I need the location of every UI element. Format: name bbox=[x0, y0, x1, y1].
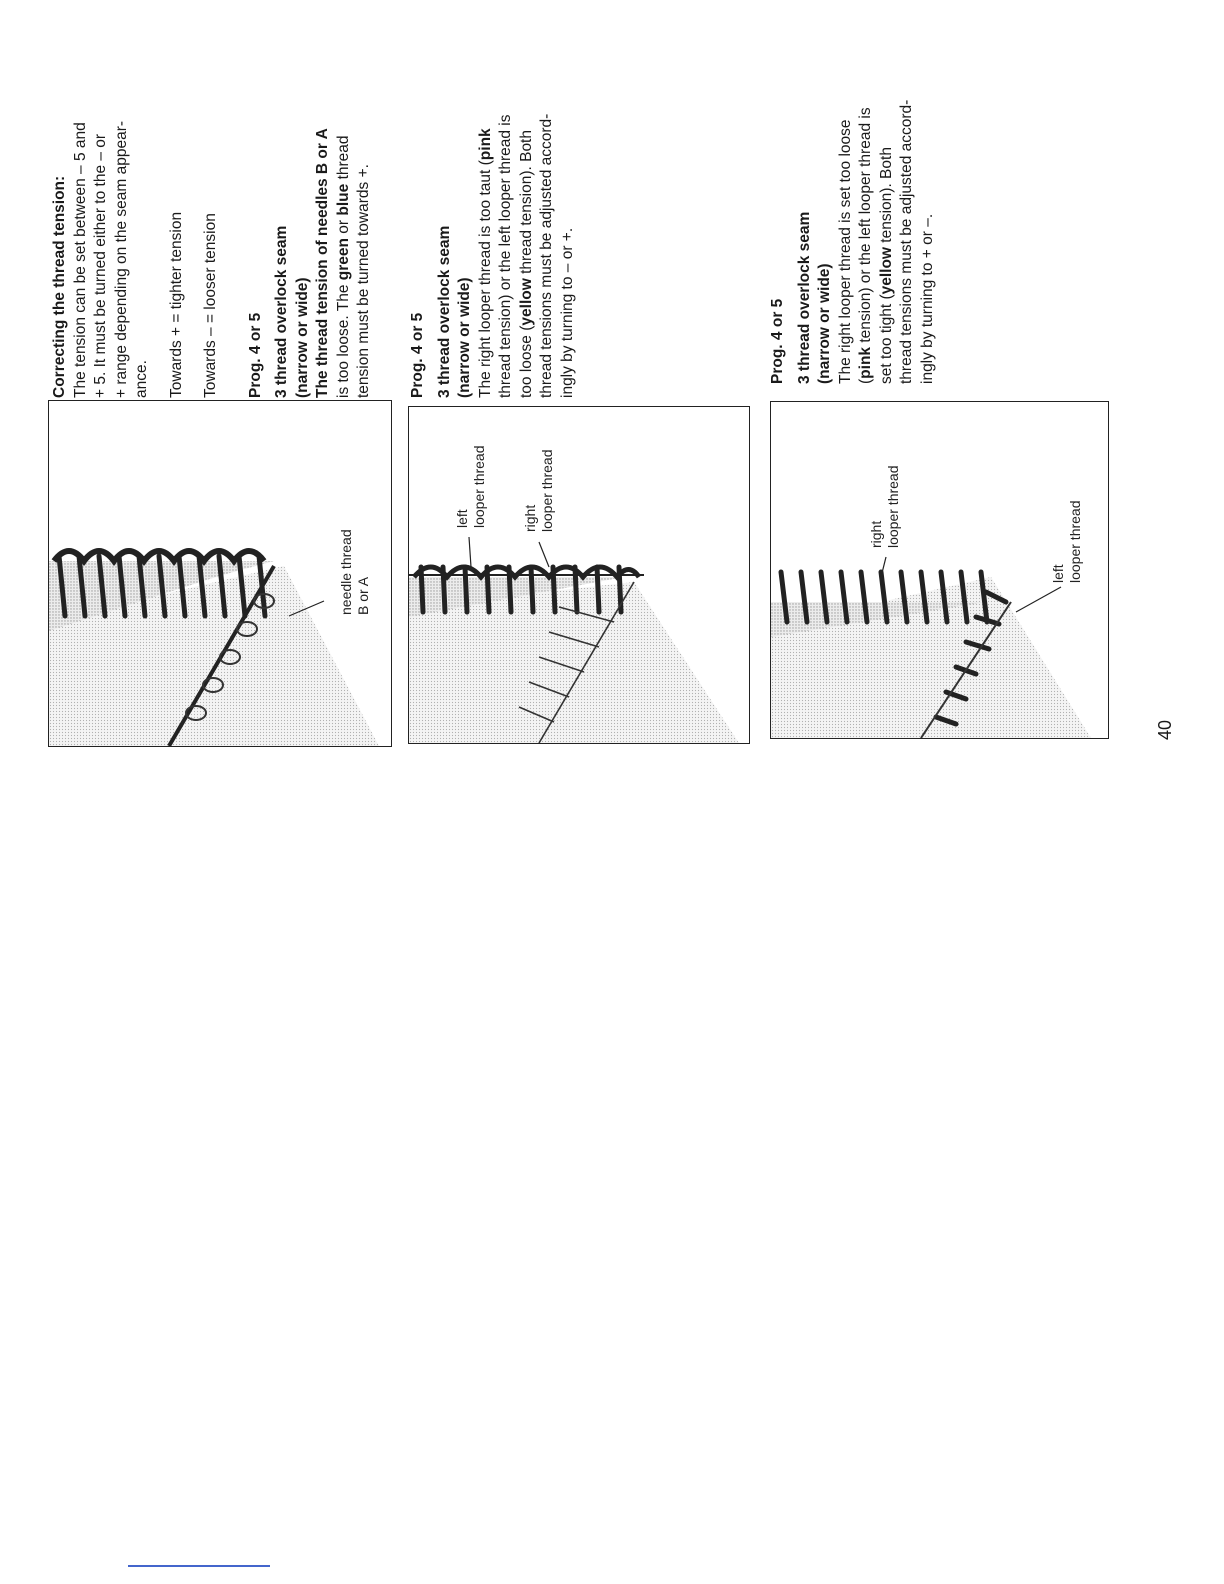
problem-2-line4: thread tensions must be adjusted accord- bbox=[538, 113, 555, 398]
tension-heading: Correcting the thread tension: bbox=[51, 175, 68, 398]
seam-width-1: (narrow or wide) bbox=[293, 277, 311, 398]
tension-body-3: + range depending on the seam appear- bbox=[112, 120, 130, 398]
problem-2-line2: thread tension) or the left looper thread is bbox=[497, 114, 514, 398]
section-right-taut-text bbox=[408, 114, 578, 398]
problem-2-line5: ingly by turning to – or +. bbox=[558, 227, 576, 398]
problem-3-line1: The right looper thread is set too loose bbox=[836, 119, 854, 384]
tension-body-1: The tension can be set between – 5 and bbox=[71, 122, 89, 398]
problem-3-line2: (pink tension) or the left looper thread is bbox=[857, 107, 874, 384]
problem-1-line2: tension must be turned towards +. bbox=[355, 164, 372, 398]
problem-3-line4: thread tensions must be adjusted accord- bbox=[898, 99, 915, 384]
right-looper-label-3: right looper thread bbox=[868, 465, 901, 548]
prog-label-2: Prog. 4 or 5 bbox=[409, 312, 426, 398]
section-right-loose-text bbox=[768, 100, 938, 384]
problem-2-line3: too loose (yellow thread tension). Both bbox=[517, 130, 535, 398]
seam-title-3: 3 thread overlock seam bbox=[795, 211, 813, 384]
right-looper-label-2: right looper thread bbox=[522, 449, 555, 532]
seam-width-2: (narrow or wide) bbox=[456, 277, 473, 398]
needle-thread-label: needle thread B or A bbox=[338, 529, 371, 615]
problem-1-line1: is too loose. The green or blue thread bbox=[334, 135, 352, 398]
problem-3-line5: ingly by turning to + or –. bbox=[918, 213, 936, 384]
left-looper-label-2: left looper thread bbox=[454, 445, 487, 528]
looser-tension: Towards – = looser tension bbox=[202, 213, 219, 398]
problem-3-line3: set too tight (yellow tension). Both bbox=[877, 147, 895, 384]
seam-title-1: 3 thread overlock seam bbox=[273, 225, 290, 398]
page-number: 40 bbox=[1155, 719, 1175, 740]
left-looper-label-3: left looper thread bbox=[1050, 500, 1083, 583]
tension-body-2: + 5. It must be turned either to the – or bbox=[92, 133, 109, 398]
seam-title-2: 3 thread overlock seam bbox=[435, 225, 453, 398]
problem-2-line1: The right looper thread is too taut (pink bbox=[476, 128, 494, 398]
prog-label-3: Prog. 4 or 5 bbox=[769, 298, 786, 384]
section-tension-text bbox=[50, 121, 375, 398]
seam-width-3: (narrow or wide) bbox=[816, 263, 833, 384]
tension-body-4: ance. bbox=[133, 360, 150, 398]
tighter-tension: Towards + = tighter tension bbox=[167, 211, 185, 398]
prog-label-1: Prog. 4 or 5 bbox=[246, 312, 264, 398]
problem-1: The thread tension of needles B or A bbox=[314, 128, 331, 398]
blue-divider-line bbox=[128, 1565, 270, 1567]
